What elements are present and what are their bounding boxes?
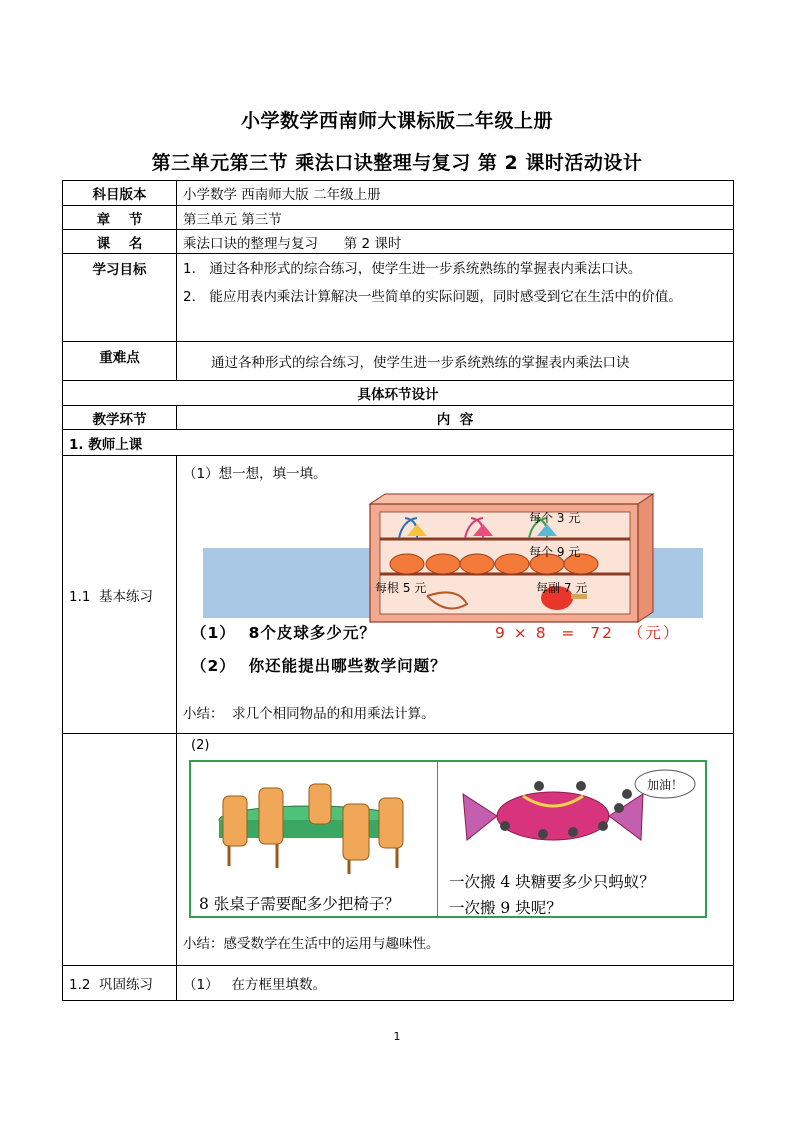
summary-1-1b: 小结：感受数学在生活中的运用与趣味性。 xyxy=(183,936,440,952)
step-1-2-label: 1.2 巩固练习 xyxy=(63,966,177,1001)
right-caption-2: 一次搬 9 块呢？ xyxy=(449,899,562,917)
step-1-1b-label xyxy=(63,734,177,966)
answer-1: 9 × 8 = 72 （元） xyxy=(495,624,681,642)
ants-candy-illustration xyxy=(443,764,703,860)
right-caption-1: 一次搬 4 块糖要多少只蚂蚁？ xyxy=(449,873,655,891)
step-1-1b-content xyxy=(177,734,734,966)
goals-label: 学习目标 xyxy=(63,254,177,342)
speech-bubble: 加油！ xyxy=(647,778,684,792)
col-content-header: 内 容 xyxy=(177,406,734,430)
shop-shelf-illustration xyxy=(177,492,734,632)
key-label: 重难点 xyxy=(63,342,177,381)
document-subtitle: 第三单元第三节 乘法口诀整理与复习 第 2 课时活动设计 xyxy=(151,152,643,174)
price-tag-balls: 每个 9 元 xyxy=(529,545,581,559)
step-1-2-content: （1） 在方框里填数。 xyxy=(177,966,734,1001)
step-1-1-content xyxy=(177,456,734,734)
price-tag-paddle: 每副 7 元 xyxy=(536,581,588,595)
key-value: 通过各种形式的综合练习，使学生进一步系统熟练的掌握表内乘法口诀 xyxy=(177,342,734,381)
design-header: 具体环节设计 xyxy=(63,381,734,406)
chapter-value: 第三单元 第三节 xyxy=(177,206,734,230)
tables-chairs-illustration xyxy=(193,768,433,878)
page-number: 1 xyxy=(393,1030,401,1043)
document-title: 小学数学西南师大课标版二年级上册 xyxy=(240,110,553,132)
picture-frame xyxy=(189,760,707,918)
goals-cell xyxy=(177,254,734,342)
chapter-label: 章 节 xyxy=(63,206,177,230)
summary-1-1: 小结： 求几个相同物品的和用乘法计算。 xyxy=(183,706,435,722)
question-2: （2） 你还能提出哪些数学问题？ xyxy=(191,657,447,675)
edition-label: 科目版本 xyxy=(63,181,177,206)
step-1-1-prompt: （1）想一想，填一填。 xyxy=(183,466,327,482)
lesson-value: 乘法口诀的整理与复习 第 2 课时 xyxy=(177,230,734,254)
price-tag-rope: 每根 5 元 xyxy=(375,581,427,595)
lesson-plan-table xyxy=(62,180,734,1001)
price-tag-top: 每个 3 元 xyxy=(529,511,581,525)
col-stage-header: 教学环节 xyxy=(63,406,177,430)
goal-1: 1． 通过各种形式的综合练习，使学生进一步系统熟练的掌握表内乘法口诀。 xyxy=(183,261,642,277)
question-1: （1） 8个皮球多少元？ xyxy=(191,624,376,642)
left-caption: 8 张桌子需要配多少把椅子？ xyxy=(199,895,400,913)
goal-2: 2． 能应用表内乘法计算解决一些简单的实际问题，同时感受到它在生活中的价值。 xyxy=(183,289,682,305)
step-1-1b-prompt: (2) xyxy=(191,738,210,753)
section-1-heading: 1. 教师上课 xyxy=(63,430,734,456)
lesson-label: 课 名 xyxy=(63,230,177,254)
edition-value: 小学数学 西南师大版 二年级上册 xyxy=(177,181,734,206)
step-1-1-label: 1.1 基本练习 xyxy=(63,456,177,734)
